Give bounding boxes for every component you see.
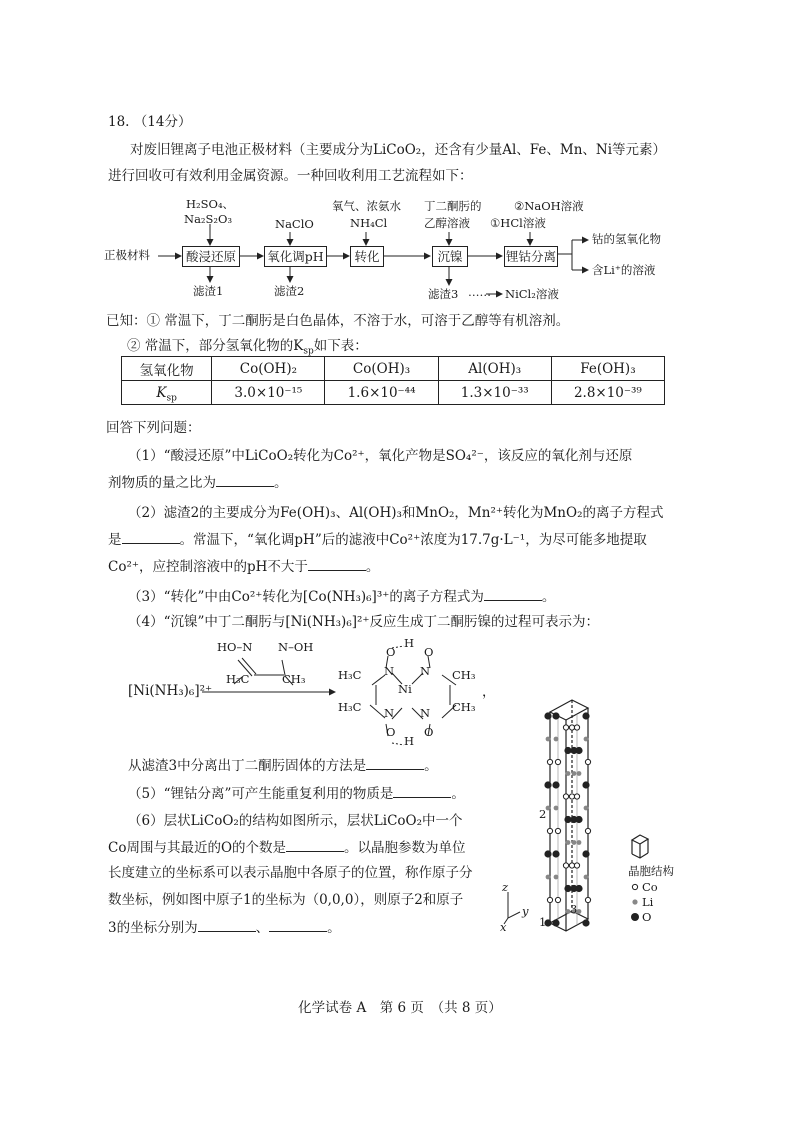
crystal-atoms [544,712,590,926]
answer-blank[interactable] [484,588,542,601]
q6-line-1: （6）层状LiCoO₂的结构如图所示，层状LiCoO₂中一个 [128,813,463,829]
dmg-noh: N–OH [278,640,314,654]
q2-line-2: 是 。常温下，“氧化调pH”后的滤液中Co²⁺浓度为17.7g·L⁻¹，为尽可能多地提取 [108,532,647,548]
table-cell: 2.8×10⁻³⁹ [551,381,664,405]
q6-line-5: 3的坐标分别为 、 。 [108,920,341,936]
complex-n: N [384,706,395,720]
co-atom [547,897,552,902]
o-atom [582,712,589,719]
co-atom [574,863,579,868]
complex-n: N [384,664,395,678]
page-footer: 化学试卷 A 第 6 页 （共 8 页） [298,1000,502,1016]
table-row [122,381,665,405]
complex-ch3-tr: CH₃ [452,668,476,682]
table-header-cell: Co(OH)₂ [212,357,325,381]
dmg-ch3-left: H₃C [226,672,250,686]
reactant-ni-complex: [Ni(NH₃)₆]²⁺ [128,683,213,699]
complex-ch3-bl: H₃C [338,700,362,714]
co-atom [574,725,579,730]
li-atom [584,737,589,742]
table-row [122,357,665,381]
co-atom [563,863,568,868]
q1-line-2: 剂物质的量之比为 。 [108,475,288,491]
reagent-naoh: ②NaOH溶液 [514,199,584,213]
o-atom [544,712,551,719]
o-atom [582,781,589,788]
unit-cell-legend-icon [632,835,648,858]
li-atom [584,875,589,880]
co-atom [585,897,590,902]
reagent-oxygen-ammonia: 氧气、浓氨水 [332,199,401,213]
co-atom [555,759,560,764]
legend-li: Li [642,895,654,909]
co-atom [555,828,560,833]
co-atom [547,759,552,764]
q4-line: （4）“沉镍”中丁二酮肟与[Ni(NH₃)₆]²⁺反应生成丁二酮肟镍的过程可表示为： [128,614,600,630]
complex-n: N [420,706,431,720]
legend-li-dot [632,899,637,904]
q4-separation: 从滤渣3中分离出丁二酮肟固体的方法是 。 [128,758,438,774]
axis-z: z [502,880,509,894]
li-atom [546,875,551,880]
ksp-table [121,356,665,405]
co-atom [563,794,568,799]
nicl2-solution: NiCl₂溶液 [505,287,559,301]
li-atom [546,737,551,742]
complex-ch3-br: CH₃ [452,700,476,714]
answer-blank[interactable] [198,919,256,932]
o-atom [552,850,559,857]
answer-blank[interactable] [393,785,451,798]
residue-2: 滤渣2 [274,284,305,298]
o-atom [575,747,582,754]
q1-line-1: （1）“酸浸还原”中LiCoO₂转化为Co²⁺，氧化产物是SO₄²⁻，该反应的氧化剂与还原 [128,448,633,464]
co-atom [585,759,590,764]
output-cobalt-hydroxide: 钴的氢氧化物 [592,232,661,246]
axis-y: y [522,904,529,918]
axis-x: x [500,920,507,934]
q2-line-1: （2）滤渣2的主要成分为Fe(OH)₃、Al(OH)₃和MnO₂，Mn²⁺转化为MnO₂的离子方程式 [128,505,664,521]
flow-step-li-co-separation: 锂钴分离 [504,246,558,267]
dmg-ch3-right: CH₃ [282,672,306,686]
flow-feed: 正极材料 [104,248,150,262]
o-atom [575,816,582,823]
known-1: 已知：① 常温下，丁二酮肟是白色晶体，不溶于水，可溶于乙醇等有机溶剂。 [106,313,570,329]
q5-line: （5）“锂钴分离”可产生能重复利用的物质是 。 [128,786,465,802]
o-atom [582,850,589,857]
co-atom [569,725,574,730]
o-atom [544,781,551,788]
flow-dots: …… [468,285,491,299]
complex-h: H [404,734,415,748]
answer-blank[interactable] [366,757,424,770]
reagent-naclo: NaClO [275,217,314,231]
licoo2-crystal-diagram [490,690,690,940]
complex-ch3-tl: H₃C [338,668,362,682]
co-atom [569,794,574,799]
o-atom [552,781,559,788]
answer-blank[interactable] [286,839,344,852]
li-atom [566,771,571,776]
q3-line: （3）“转化”中由Co²⁺转化为[Co(NH₃)₆]³⁺的离子方程式为 。 [128,589,556,605]
co-atom [555,897,560,902]
table-header-cell: Al(OH)₃ [438,357,551,381]
li-atom [577,840,582,845]
co-atom [574,794,579,799]
reagent-ethanol: 乙醇溶液 [424,216,470,230]
answer-blank[interactable] [122,531,180,544]
reagent-dmg: 丁二酮肟的 [424,199,482,213]
complex-o: O [386,645,396,659]
complex-o: O [386,725,396,739]
complex-o: O [424,645,434,659]
output-li-solution: 含Li⁺的溶液 [592,263,656,277]
reagent-nh4cl: NH₄Cl [350,216,388,230]
flow-step-oxidize: 氧化调pH [264,246,327,267]
legend-co: Co [642,880,658,894]
q6-line-3: 长度建立的坐标系可以表示晶胞中各原子的位置，称作原子分 [108,865,473,881]
q6-line-4: 数坐标，例如图中原子1的坐标为（0,0,0），则原子2和原子 [108,892,464,908]
o-atom [575,885,582,892]
co-atom [547,828,552,833]
question-number: 18. （14分） [108,114,192,130]
o-atom [544,850,551,857]
dmg-hon: HO–N [217,640,253,654]
complex-h: H [404,636,415,650]
o-atom [552,712,559,719]
table-cell: 1.6×10⁻⁴⁴ [325,381,438,405]
residue-1: 滤渣1 [193,284,224,298]
answer-blank[interactable] [308,558,366,571]
complex-o: O [424,725,434,739]
atom-label-1: 1 [539,915,547,929]
atom-label-2: 2 [539,807,547,821]
intro-line-2: 进行回收可有效利用金属资源。一种回收利用工艺流程如下： [108,168,473,184]
table-cell: 1.3×10⁻³³ [438,381,551,405]
o-atom [552,919,559,926]
table-cell: 3.0×10⁻¹⁵ [212,381,325,405]
reagent-hcl: ①HCl溶液 [490,216,546,230]
li-atom [554,806,559,811]
intro-line-1: 对废旧锂离子电池正极材料（主要成分为LiCoO₂，还含有少量Al、Fe、Mn、Ni等元素） [130,142,667,158]
co-atom [563,725,568,730]
answer-blank[interactable] [269,919,327,932]
table-header-cell: 氢氧化物 [122,357,212,381]
legend-o-dot [631,913,639,921]
flow-step-acid-leach: 酸浸还原 [182,246,240,267]
li-atom [566,840,571,845]
li-atom [554,875,559,880]
flowchart-arrows [0,0,800,320]
legend-co-dot [632,884,637,889]
co-atom [585,828,590,833]
flow-step-convert: 转化 [350,246,384,267]
residue-3: 滤渣3 [428,287,459,301]
atom-label-3: 3 [570,902,578,916]
co-atom [569,863,574,868]
flow-step-nickel: 沉镍 [432,246,468,267]
li-atom [572,771,577,776]
table-row-label: $K_{sp}$ [122,381,212,405]
o-atom [582,919,589,926]
unit-cell-label: 晶胞结构 [628,864,674,878]
table-header-cell: Fe(OH)₃ [551,357,664,381]
known-2: ② 常温下，部分氢氧化物的$K_{sp}$如下表： [127,338,368,357]
q6-line-2: Co周围与其最近的O的个数是 。以晶胞参数为单位 [108,840,466,856]
reagent-na2s2o3: Na₂S₂O₃ [184,212,233,226]
answer-blank[interactable] [216,474,274,487]
li-atom [577,771,582,776]
answer-intro: 回答下列问题： [106,420,201,436]
li-atom [572,840,577,845]
table-header-cell: Co(OH)₃ [325,357,438,381]
complex-ni: Ni [398,682,412,696]
q2-line-3: Co²⁺，应控制溶液中的pH不大于 。 [108,559,380,575]
reaction-comma: ， [482,684,496,700]
reagent-h2so4: H₂SO₄、 [186,197,235,211]
li-atom [554,737,559,742]
complex-n: N [420,664,431,678]
legend-o: O [642,910,652,924]
li-atom [584,806,589,811]
